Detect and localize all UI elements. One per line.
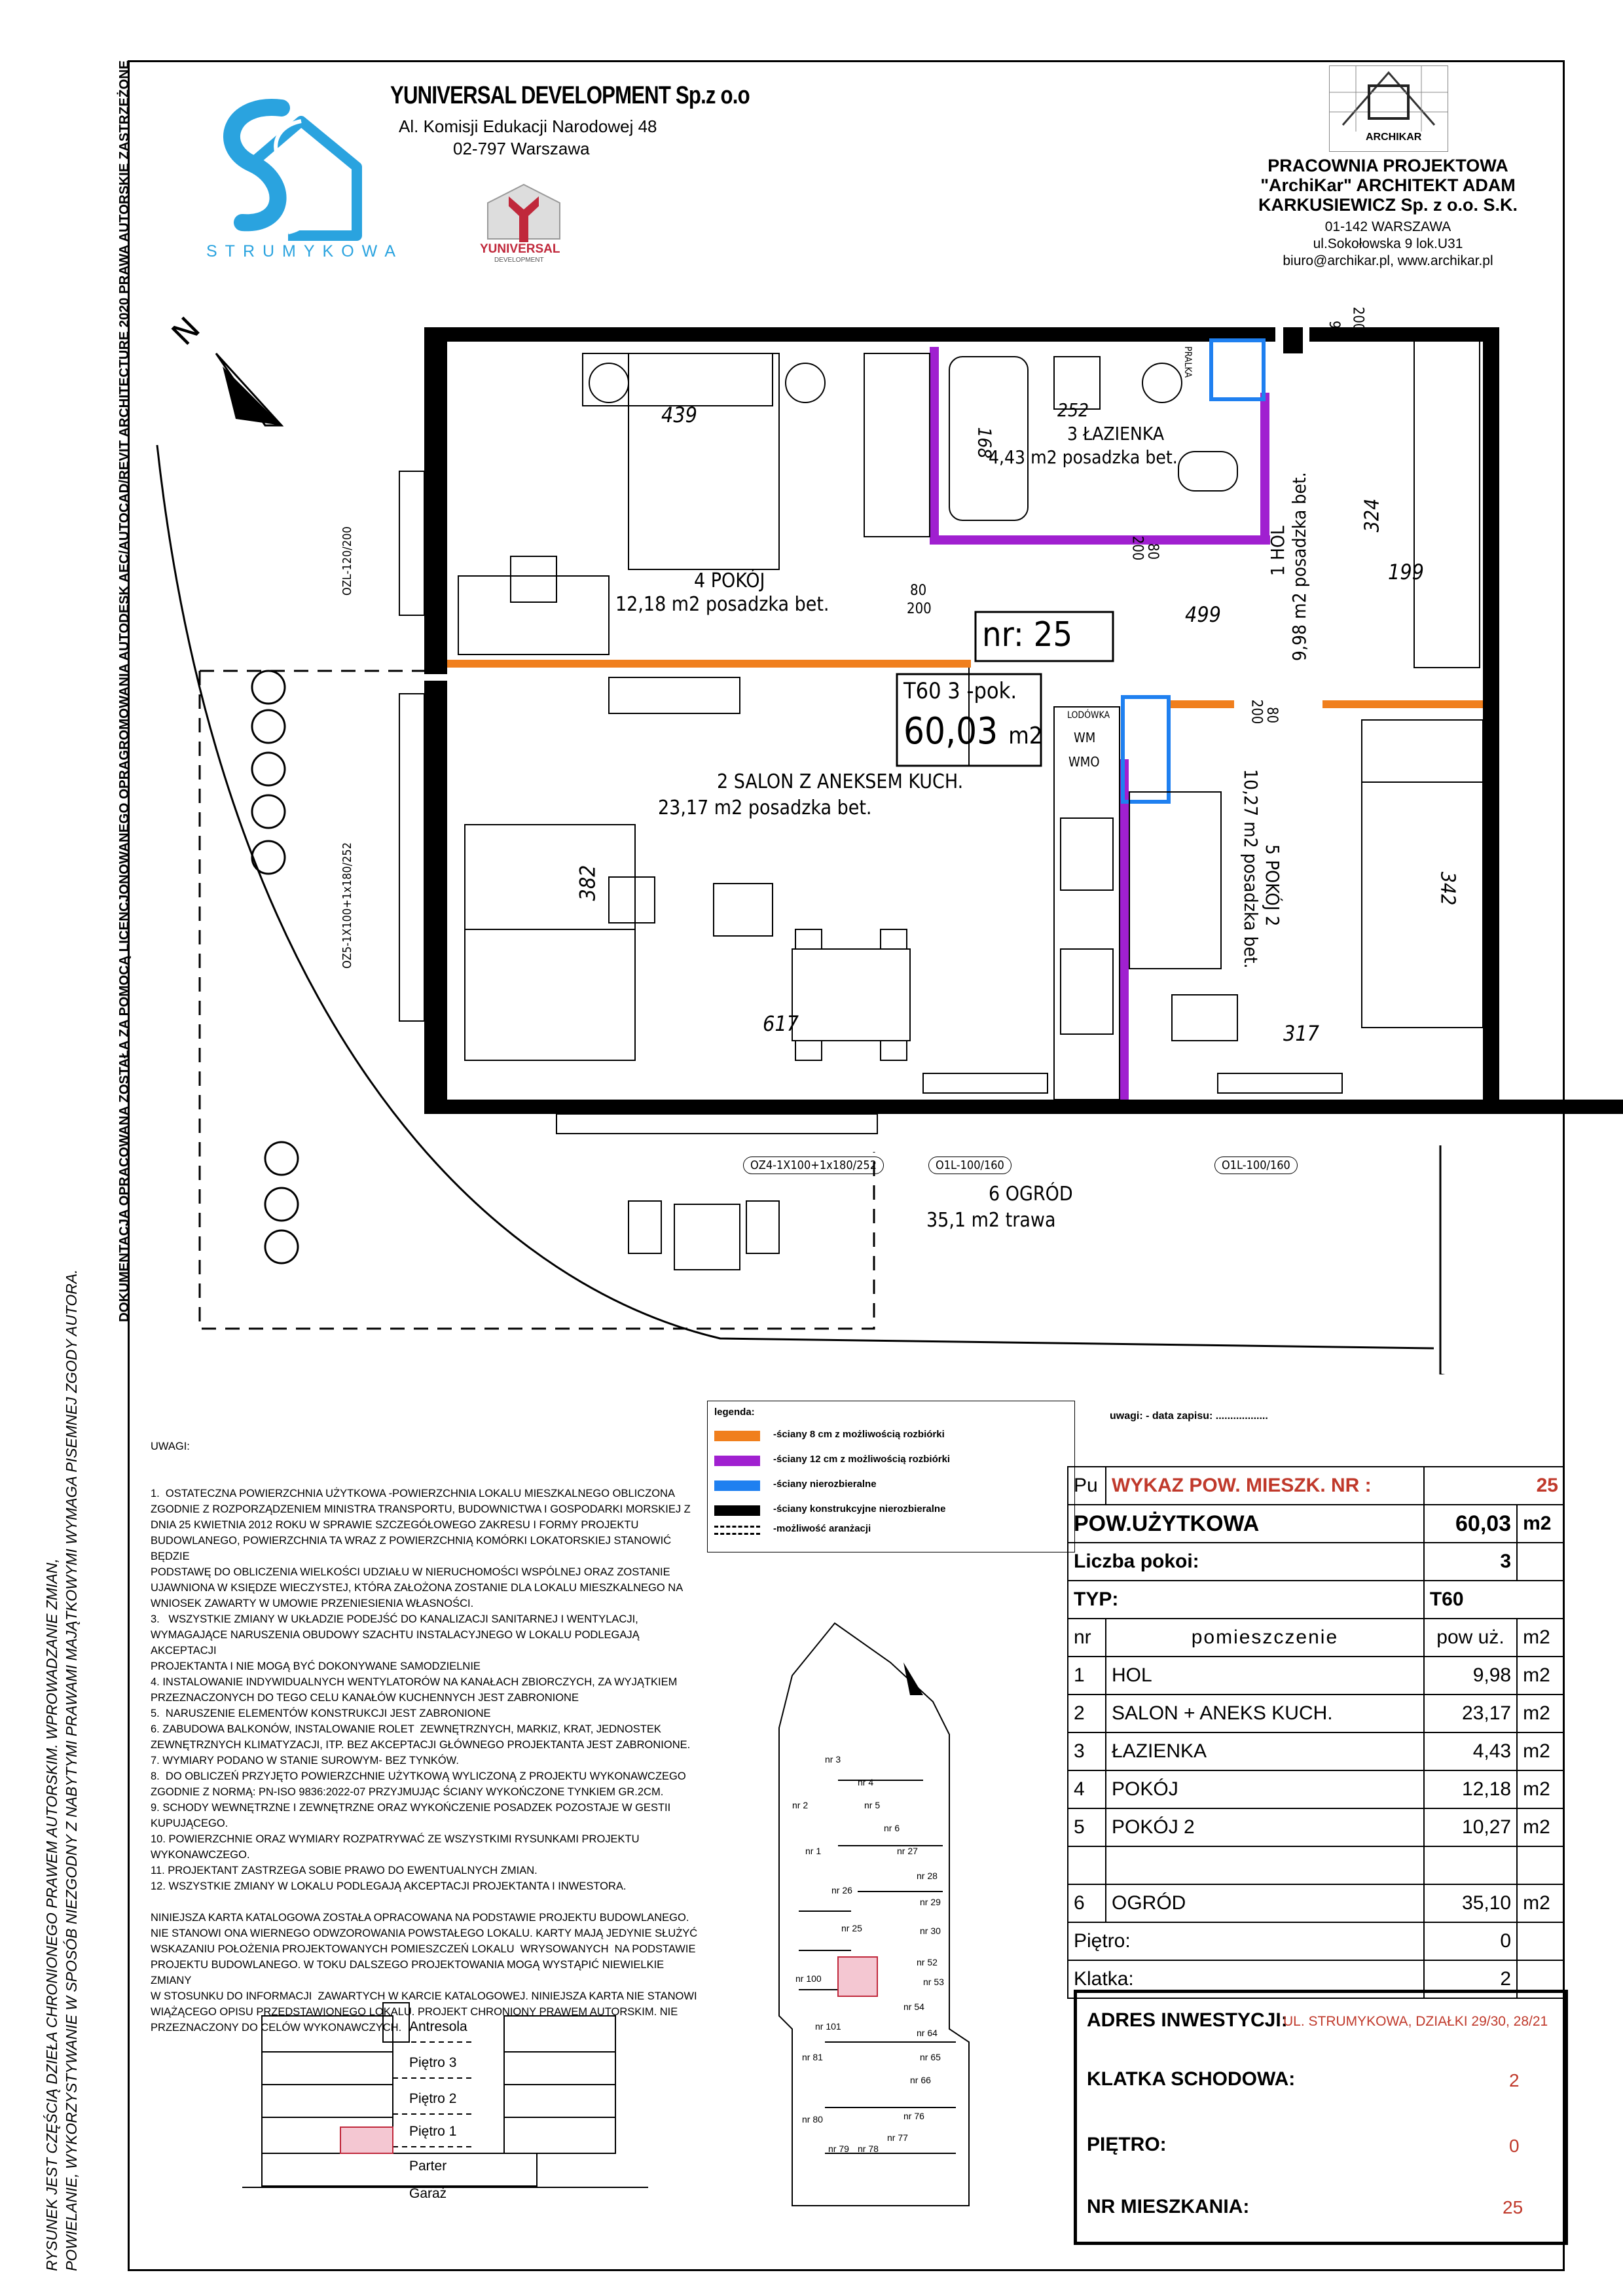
keyplan-labels bbox=[792, 1754, 1002, 2160]
row-unit: m2 bbox=[1517, 1657, 1564, 1695]
room-2-name: 2 SALON Z ANEKSEM KUCH. bbox=[717, 770, 964, 793]
keyplan-label: nr 29 bbox=[920, 1897, 941, 1907]
keyplan-label: nr 54 bbox=[903, 2001, 924, 2012]
room-2-area: 23,17 m2 posadzka bet. bbox=[658, 797, 872, 819]
keyplan-label: nr 26 bbox=[831, 1885, 852, 1895]
address-box bbox=[1074, 1990, 1568, 2245]
door-dim-90: 90 bbox=[1326, 320, 1343, 338]
author-note-vertical-1: RYSUNEK JEST CZĘŚCIĄ DZIEŁA CHRONIONEGO PRAWEM AUTORSKIM. WPROWADZANIE ZMIAN, bbox=[43, 1558, 60, 2271]
table-row bbox=[1068, 1732, 1564, 1770]
row-area: 10,27 bbox=[1424, 1808, 1517, 1846]
company-name: YUNIVERSAL DEVELOPMENT Sp.z o.o bbox=[390, 82, 750, 109]
window-label-4: O1L-100/160 bbox=[928, 1157, 1012, 1174]
keyplan-label: nr 64 bbox=[917, 2028, 938, 2038]
window-label-2: OZ5-1X100+1x180/252 bbox=[340, 842, 354, 969]
keyplan-label: nr 100 bbox=[795, 1973, 822, 1984]
spec-col-unit: m2 bbox=[1517, 1619, 1564, 1657]
keyplan-label: nr 25 bbox=[841, 1923, 862, 1933]
row-unit: m2 bbox=[1517, 1695, 1564, 1732]
legend-swatch-dashed bbox=[714, 1526, 760, 1535]
spec-col-name: pomieszczenie bbox=[1106, 1619, 1424, 1657]
row-nr: 5 bbox=[1068, 1808, 1106, 1846]
archikar-logo-text: ARCHIKAR bbox=[1366, 132, 1422, 143]
spec-typ-value: T60 bbox=[1424, 1581, 1564, 1619]
keyplan-label: nr 76 bbox=[903, 2111, 924, 2121]
keyplan-label: nr 6 bbox=[884, 1823, 900, 1833]
legend-swatch-black bbox=[714, 1505, 760, 1516]
row-unit bbox=[1517, 1846, 1564, 1884]
row-area: 9,98 bbox=[1424, 1657, 1517, 1695]
keyplan-label: nr 101 bbox=[815, 2021, 841, 2032]
row-nr: 3 bbox=[1068, 1732, 1106, 1770]
apartment-number-value: 25 bbox=[1503, 2197, 1523, 2217]
unit-number: nr: 25 bbox=[982, 615, 1073, 655]
architect-title-1: PRACOWNIA PROJEKTOWA bbox=[1267, 156, 1508, 175]
keyplan-label: nr 2 bbox=[792, 1800, 809, 1810]
level-garaz: Garaż bbox=[409, 2186, 447, 2201]
dim-252: 252 bbox=[1057, 399, 1089, 421]
keyplan-label: nr 1 bbox=[805, 1846, 822, 1856]
keyplan-label: nr 80 bbox=[802, 2114, 823, 2125]
spec-wykaz-label: WYKAZ POW. MIESZK. NR : bbox=[1106, 1467, 1424, 1505]
room-1-area: 9,98 m2 posadzka bet. bbox=[1288, 472, 1310, 661]
spec-table bbox=[1067, 1466, 1565, 1999]
spec-col-nr: nr bbox=[1068, 1619, 1106, 1657]
table-row bbox=[1068, 1808, 1564, 1846]
keyplan-label: nr 65 bbox=[920, 2052, 941, 2062]
dim-342: 342 bbox=[1436, 871, 1459, 906]
architect-contact: biuro@archikar.pl, www.archikar.pl bbox=[1283, 253, 1493, 268]
row-area: 23,17 bbox=[1424, 1695, 1517, 1732]
spec-pow-unit: m2 bbox=[1517, 1505, 1564, 1543]
keyplan-label: nr 66 bbox=[910, 2075, 931, 2085]
door-dim-80-b: 80 bbox=[1144, 543, 1161, 560]
row-area: 12,18 bbox=[1424, 1770, 1517, 1808]
dim-324: 324 bbox=[1360, 498, 1384, 533]
room-3-name: 3 ŁAZIENKA bbox=[1067, 423, 1165, 444]
room-6-name: 6 OGRÓD bbox=[989, 1183, 1073, 1206]
dim-382: 382 bbox=[575, 865, 600, 901]
copyright-vertical: DOKUMENTACJA OPRACOWANA ZOSTAŁA ZA POMOCĄ LICENCJONOWANEGO OPRAGROMOWANIA AUTODESK AEC/AUTOCAD/REVIT ARCHITECTURE 2020 PRAWA AUTORSKIE ZASTRZEŻONE bbox=[117, 60, 132, 1322]
table-row bbox=[1068, 1846, 1564, 1884]
company-address-line2: 02-797 Warszawa bbox=[453, 139, 590, 158]
legend bbox=[707, 1401, 1075, 1552]
legend-item-3: -ściany nierozbieralne bbox=[773, 1479, 877, 1490]
room-3-label bbox=[989, 422, 1178, 469]
room-4-area: 12,18 m2 posadzka bet. bbox=[615, 593, 830, 616]
legend-item-2: -ściany 12 cm z możliwością rozbiórki bbox=[773, 1454, 951, 1465]
svg-text:N: N bbox=[164, 310, 208, 353]
notes-title: UWAGI: bbox=[151, 1441, 190, 1452]
level-pietro-1: Piętro 1 bbox=[409, 2124, 457, 2139]
room-5-name: 5 POKÓJ 2 bbox=[1262, 844, 1283, 927]
row-name: ŁAZIENKA bbox=[1106, 1732, 1424, 1770]
level-parter: Parter bbox=[409, 2159, 447, 2174]
company-address-line1: Al. Komisji Edukacji Narodowej 48 bbox=[399, 117, 657, 136]
spec-pokoi-label: Liczba pokoi: bbox=[1068, 1543, 1424, 1581]
keyplan-label: nr 3 bbox=[825, 1754, 841, 1765]
author-note-vertical-2: POWIELANIE, WYKORZYSTYWANIE W SPOSÓB NIEZGODNY Z NABYTYMI PRAWAMI MAJĄTKOWYMI WYMAGA PISEMNEJ ZGODY AUTORA. bbox=[63, 1269, 80, 2271]
room-1-label bbox=[1267, 472, 1310, 661]
spec-klatka-label: Klatka: bbox=[1068, 1960, 1424, 1998]
notes-block bbox=[151, 1407, 707, 2051]
table-row bbox=[1068, 1770, 1564, 1808]
row-area: 35,10 bbox=[1424, 1884, 1517, 1922]
window-label-1: OZL-120/200 bbox=[340, 526, 354, 596]
legend-swatch-purple bbox=[714, 1456, 760, 1466]
architect-street: ul.Sokołowska 9 lok.U31 bbox=[1313, 236, 1463, 251]
yuniversal-logo-sub: DEVELOPMENT bbox=[494, 257, 544, 264]
north-arrow-icon bbox=[165, 310, 282, 425]
keyplan-label: nr 27 bbox=[897, 1846, 918, 1856]
dim-199: 199 bbox=[1388, 560, 1424, 584]
keyplan-label: nr 52 bbox=[917, 1957, 938, 1967]
keyplan-label: nr 78 bbox=[858, 2144, 879, 2154]
address-value: UL. STRUMYKOWA, DZIAŁKI 29/30, 28/21 bbox=[1283, 2014, 1548, 2029]
fixture-wm: WM bbox=[1074, 730, 1096, 745]
spec-pow-label: POW.UŻYTKOWA bbox=[1068, 1505, 1424, 1543]
spec-wykaz-nr: 25 bbox=[1424, 1467, 1564, 1505]
notes-text: 1. OSTATECZNA POWIERZCHNIA UŻYTKOWA -POWIERZCHNIA LOKALU MIESZKALNEGO OBLICZONA ZGODNIE Z ROZPORZĄDZENIEM MINISTRA TRANSPORTU, BUDOWNICTWA I GOSPODARKI MORSKIEJ Z DNIA 25 KWIETNIA 2012 ROKU W SPRAWIE SZCZEGÓŁOWEGO ZAKRESU I FORMY PROJEKTU BUDOWLANEGO, POWIERZCHNIA TA WRAZ Z POWIERZCHNIĄ KOMÓRKI LOKATORSKIEJ STANOWIĆ BĘDZIE PODSTAWĘ DO OBLICZENIA WIELKOŚCI UDZIAŁU W NIERUCHOMOŚCI WSPÓLNEJ ORAZ ZOSTANIE UJAWNIONA W KSIĘDZE WIECZYSTEJ, KTÓRA ZAŁOŻONA ZOSTANIE DLA LOKALU MIESZKALNEGO NA WNIOSEK ZAWARTY W UMOWIE PRZENIESIENIA WŁASNOŚCI. 3. WSZYSTKIE ZMIANY W UKŁADZIE PODEJŚĆ DO KANALIZACJI SANITARNEJ I WENTYLACJI, WYMAGAJĄCE NARUSZENIA OBUDOWY SZACHTU INSTALACYJNEGO W LOKALU PODLEGAJĄ AKCEPTACJI PROJEKTANTA I NIE MOGĄ BYĆ DOKONYWANE SAMODZIELNIE 4. INSTALOWANIE INDYWIDUALNYCH WENTYLATORÓW NA KANAŁACH ZBIORCZYCH, ZA WYJĄTKIEM PRZEZNACZONYCH DO TEGO CELU KANAŁÓW KUCHENNYCH JEST ZABRONIONE 5. NARUSZENIE ELEMENTÓW KONSTRUKCJI JEST ZABRONIONE 6. ZABUDOWA BALKONÓW, INSTALOWANIE ROLET ZEWNĘTRZNYCH, MARKIZ, KRAT, JEDNOSTEK ZEWNĘTRZNYCH KLIMATYZACJI, ITP. BEZ AKCEPTACJI GŁÓWNEGO PROJEKTANTA JEST ZABRONIONE. 7. WYMIARY PODANO W STANIE SUROWYM- BEZ TYNKÓW. 8. DO OBLICZEŃ PRZYJĘTO POWIERZCHNIE UŻYTKOWĄ WYLICZONĄ Z PROJEKTU WYKONAWCZEGO ZGODNIE Z NORMĄ: PN-ISO 9836:2022-07 PRZYJMUJĄC ŚCIANY WYKOŃCZONE TYNKIEM GR.2CM. 9. SCHODY WEWNĘTRZNE I ZEWNĘTRZNE ORAZ WYKOŃCZENIE POSADZEK POZOSTAJE W GESTII KUPUJĄCEGO. 10. POWIERZCHNIE ORAZ WYMIARY ROZPATRYWAĆ ZE WSZYSTKIMI RYSUNKAMI PROJEKTU WYKONAWCZEGO. 11. PROJEKTANT ZASTRZEGA SOBIE PRAWO DO EWENTUALNYCH ZMIAN. 12. WSZYSTKIE ZMIANY W LOKALU PODLEGAJĄ AKCEPTACJI PROJEKTANTA I INWESTORA. NINIEJSZA KARTA KATALOGOWA ZOSTAŁA OPRACOWANA NA PODSTAWIE PROJEKTU BUDOWLANEGO. NIE STANOWI ONA WIERNEGO ODWZOROWANIA POWSTAŁEGO LOKALU. KARTY MAJĄ JEDYNIE SŁUŻYĆ WSKAZANIU POŁOŻENIA PROJEKTOWANYCH POMIESZCZEŃ LOKALU WRYSOWANYCH NA PODSTAWIE PROJEKTU BUDOWLANEGO. W TOKU DALSZEGO PROJEKTOWANIA MOGĄ WYSTĄPIĆ NIEWIELKIE ZMIANY W STOSUNKU DO INFORMACJI ZAWARTYCH W KARCIE KATALOGOWEJ. NINIEJSZA KARTA NIE STANOWI WIĄŻĄCEGO OPISU PRZEDSTAWIONEGO LOKALU. PROJEKT CHRONIONY PRAWEM AUTORSKIM. NIE PRZEZNACZONY DO CELÓW WYKONAWCZYCH. bbox=[151, 1488, 698, 2034]
door-dim-200-a: 200 bbox=[907, 601, 932, 617]
level-pietro-3: Piętro 3 bbox=[409, 2055, 457, 2070]
address-label: ADRES INWESTYCJI: bbox=[1087, 2009, 1288, 2031]
keyplan-label: nr 28 bbox=[917, 1871, 938, 1881]
row-nr: 4 bbox=[1068, 1770, 1106, 1808]
dim-317: 317 bbox=[1283, 1021, 1319, 1046]
dim-439: 439 bbox=[661, 403, 697, 427]
legend-item-4: -ściany konstrukcyjne nierozbieralne bbox=[773, 1503, 946, 1515]
keyplan-label: nr 81 bbox=[802, 2052, 823, 2062]
legend-item-1: -ściany 8 cm z możliwością rozbiórki bbox=[773, 1429, 945, 1440]
door-dim-80-c: 80 bbox=[1264, 706, 1281, 724]
table-row bbox=[1068, 1695, 1564, 1732]
spec-pow-value: 60,03 bbox=[1424, 1505, 1517, 1543]
door-dim-80-a: 80 bbox=[910, 583, 927, 599]
key-plan-north-arrow-icon bbox=[903, 1662, 923, 1695]
unit-area-value: 60,03 bbox=[903, 710, 998, 753]
room-3-area: 4,43 m2 posadzka bet. bbox=[989, 446, 1178, 468]
architect-city: 01-142 WARSZAWA bbox=[1324, 219, 1451, 234]
row-area bbox=[1424, 1846, 1517, 1884]
window-label-3: OZ4-1X100+1x180/252 bbox=[743, 1157, 884, 1174]
row-nr bbox=[1068, 1846, 1106, 1884]
row-name: OGRÓD bbox=[1106, 1884, 1424, 1922]
floor-label: PIĘTRO: bbox=[1087, 2134, 1167, 2155]
door-dim-200-c: 200 bbox=[1248, 699, 1265, 725]
room-4-name: 4 POKÓJ bbox=[694, 569, 765, 592]
spec-klatka-value: 2 bbox=[1424, 1960, 1517, 1998]
plant-icon bbox=[252, 671, 298, 1263]
door-dim-200-b: 200 bbox=[1129, 535, 1146, 561]
architect-title-2: "ArchiKar" ARCHITEKT ADAM bbox=[1260, 175, 1516, 195]
keyplan-label: nr 53 bbox=[923, 1977, 944, 1987]
row-name bbox=[1106, 1846, 1424, 1884]
staircase-value: 2 bbox=[1509, 2070, 1520, 2090]
table-row bbox=[1068, 1884, 1564, 1922]
room-2-label bbox=[658, 769, 963, 821]
spec-typ-label: TYP: bbox=[1068, 1581, 1424, 1619]
keyplan-label: nr 79 bbox=[828, 2144, 849, 2154]
spec-pu: Pu bbox=[1068, 1467, 1106, 1505]
row-nr: 1 bbox=[1068, 1657, 1106, 1695]
spec-pietro-label: Piętro: bbox=[1068, 1922, 1424, 1960]
room-5-label bbox=[1240, 769, 1283, 969]
apartment-number-label: NR MIESZKANIA: bbox=[1087, 2196, 1250, 2217]
table-row bbox=[1068, 1657, 1564, 1695]
unit-area-unit: m2 bbox=[1008, 723, 1043, 749]
fixture-lodowka: LODÓWKA bbox=[1067, 710, 1110, 721]
legend-swatch-blue bbox=[714, 1480, 760, 1491]
staircase-label: KLATKA SCHODOWA: bbox=[1087, 2068, 1296, 2090]
keyplan-label: nr 30 bbox=[920, 1926, 941, 1936]
spec-pietro-value: 0 bbox=[1424, 1922, 1517, 1960]
keyplan-label: nr 5 bbox=[864, 1800, 881, 1810]
row-area: 4,43 bbox=[1424, 1732, 1517, 1770]
row-name: SALON + ANEKS KUCH. bbox=[1106, 1695, 1424, 1732]
row-nr: 2 bbox=[1068, 1695, 1106, 1732]
level-pietro-2: Piętro 2 bbox=[409, 2091, 457, 2106]
row-name: POKÓJ bbox=[1106, 1770, 1424, 1808]
dim-499: 499 bbox=[1185, 602, 1221, 627]
room-6-area: 35,1 m2 trawa bbox=[926, 1209, 1056, 1232]
row-nr: 6 bbox=[1068, 1884, 1106, 1922]
spec-col-area: pow uż. bbox=[1424, 1619, 1517, 1657]
room-4-label bbox=[615, 569, 830, 617]
row-name: POKÓJ 2 bbox=[1106, 1808, 1424, 1846]
row-unit: m2 bbox=[1517, 1770, 1564, 1808]
row-unit: m2 bbox=[1517, 1732, 1564, 1770]
strumykowa-logo-text: STRUMYKOWA bbox=[206, 242, 404, 260]
keyplan-label: nr 77 bbox=[887, 2132, 908, 2143]
legend-swatch-orange bbox=[714, 1431, 760, 1441]
room-5-area: 10,27 m2 posadzka bet. bbox=[1240, 769, 1262, 969]
room-1-name: 1 HOL bbox=[1267, 526, 1288, 576]
uwagi-date: uwagi: - data zapisu: .................. bbox=[1110, 1410, 1268, 1422]
keyplan-label: nr 4 bbox=[858, 1777, 874, 1787]
row-unit: m2 bbox=[1517, 1884, 1564, 1922]
door-dim-200-d: 200 bbox=[1349, 306, 1366, 332]
floor-value: 0 bbox=[1509, 2136, 1520, 2156]
room-6-label bbox=[926, 1181, 1073, 1234]
level-antresola: Antresola bbox=[409, 2019, 467, 2034]
row-unit: m2 bbox=[1517, 1808, 1564, 1846]
legend-item-5: -możliwość aranżacji bbox=[773, 1523, 871, 1534]
fixture-pralka: PRALKA bbox=[1182, 346, 1194, 378]
fixture-wmo: WMO bbox=[1068, 754, 1100, 770]
dim-617: 617 bbox=[763, 1011, 799, 1036]
row-name: HOL bbox=[1106, 1657, 1424, 1695]
architect-title-3: KARKUSIEWICZ Sp. z o.o. S.K. bbox=[1258, 195, 1518, 215]
spec-pokoi-value: 3 bbox=[1424, 1543, 1517, 1581]
yuniversal-logo-text: YUNIVERSAL bbox=[480, 242, 560, 256]
unit-area bbox=[903, 710, 1042, 753]
window-label-5: O1L-100/160 bbox=[1214, 1157, 1298, 1174]
unit-type: T60 3 -pok. bbox=[903, 678, 1017, 704]
legend-title: legenda: bbox=[714, 1407, 755, 1418]
dim-168: 168 bbox=[974, 427, 996, 459]
